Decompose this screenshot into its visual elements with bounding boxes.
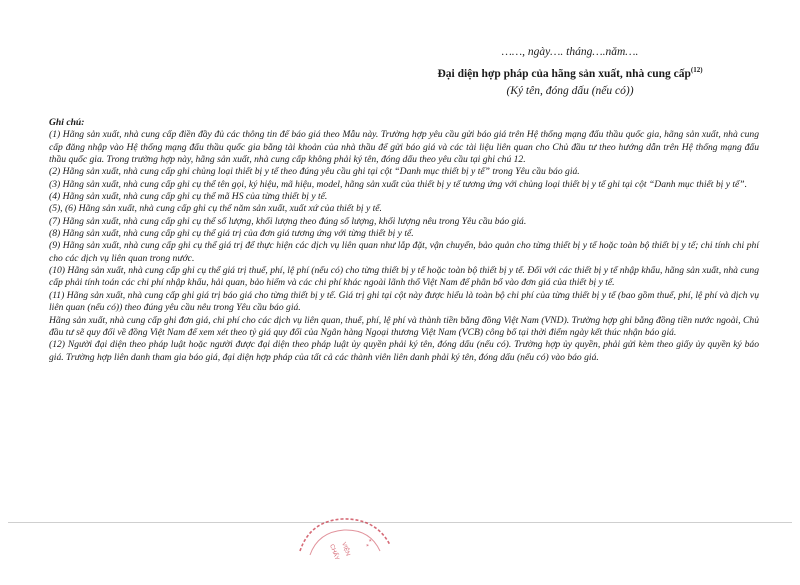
svg-text:VIỆN: VIỆN — [340, 541, 351, 557]
note-item: Hãng sản xuất, nhà cung cấp ghi đơn giá, chi phí cho các dịch vụ liên quan, thuế, phí, lệ phí và thành tiền bằng đồng Việt Nam (VND). Trường hợp ghi bằng đồng tiền nước ngoài, Chủ đầu tư sẽ quy đổi về đồng Việt Nam để xem xét theo tỷ giá quy đổi của Ngân hàng Ngoại thương Việt Nam (VCB) công bố tại thời điểm ngày kết thúc nhận báo giá. — [49, 314, 759, 338]
note-item: (3) Hãng sản xuất, nhà cung cấp ghi cụ thể tên gọi, ký hiệu, mã hiệu, model, hãng sản xuất của thiết bị y tế tương ứng với chủng loại thiết bị y tế ghi tại cột “Danh mục thiết bị y tế”. — [49, 178, 748, 190]
note-item: (4) Hãng sản xuất, nhà cung cấp ghi cụ thể mã HS của từng thiết bị y tế. — [49, 191, 328, 203]
note-item: (1) Hãng sản xuất, nhà cung cấp điền đầy đủ các thông tin để báo giá theo Mẫu này. Trường hợp yêu cầu gửi báo giá trên Hệ thống mạng đấu thầu quốc gia, hãng sản xuất, nhà cung cấp đăng nhập vào Hệ thống mạng đấu thầu quốc gia bằng tài khoản của nhà thầu để gửi báo giá và các tài liệu liên quan cho Chủ đầu tư theo hướng dẫn trên Hệ thống mạng đấu thầu quốc gia. Trong trường hợp này, hãng sản xuất, nhà cung cấp không phải ký tên, đóng dấu theo yêu cầu tại ghi chú 12. — [49, 129, 759, 166]
representative-title-text: Đại diện hợp pháp của hãng sản xuất, nhà cung cấp — [437, 67, 691, 80]
notes-section — [49, 117, 759, 364]
sign-note: (Ký tên, đóng dấu (nếu có)) — [506, 85, 634, 97]
note-item: (5), (6) Hãng sản xuất, nhà cung cấp ghi cụ thể năm sản xuất, xuất xứ của thiết bị y tế. — [49, 203, 382, 215]
note-item: (9) Hãng sản xuất, nhà cung cấp ghi cụ thể giá trị để thực hiện các dịch vụ liên quan như lắp đặt, vận chuyển, bảo quản cho từng thiết bị y tế hoặc toàn bộ thiết bị y tế; chi tính chi phí cho các dịch vụ liên quan trong nước. — [49, 240, 759, 264]
date-line: ……, ngày…. tháng….năm…. — [501, 46, 639, 58]
note-item: (2) Hãng sản xuất, nhà cung cấp ghi chủng loại thiết bị y tế theo đúng yêu cầu ghi tại cột “Danh mục thiết bị y tế” trong Yêu cầu báo giá. — [49, 166, 580, 178]
page-divider — [8, 522, 792, 523]
notes-heading: Ghi chú: — [49, 117, 85, 128]
note-item: (11) Hãng sản xuất, nhà cung cấp ghi giá trị báo giá cho từng thiết bị y tế. Giá trị ghi tại cột này được hiểu là toàn bộ chi phí của từng thiết bị y tế (bao gồm thuế, phí, lệ phí và dịch vụ liên quan (nếu có)) theo đúng yêu cầu nêu trong Yêu cầu báo giá. — [49, 289, 759, 314]
note-item: (7) Hãng sản xuất, nhà cung cấp ghi cụ thể số lượng, khối lượng theo đúng số lượng, khối lượng nêu trong Yêu cầu báo giá. — [49, 215, 527, 227]
representative-title — [420, 66, 720, 80]
svg-text:CHẤY: CHẤY — [328, 543, 340, 562]
representative-title-footnote: (12) — [690, 66, 703, 74]
svg-text:✦ ✦: ✦ ✦ — [364, 537, 375, 549]
note-item: (10) Hãng sản xuất, nhà cung cấp ghi cụ thể giá trị thuế, phí, lệ phí (nếu có) cho từng thiết bị y tế hoặc toàn bộ thiết bị y tế. Đối với các thiết bị y tế nhập khẩu, hãng sản xuất, nhà cung cấp phải tính toán các chi phí nhập khẩu, hải quan, bảo hiểm và các chi phí khác ngoài lãnh thổ Việt Nam để phân bổ vào đơn giá của thiết bị y tế. — [49, 265, 759, 289]
note-item: (8) Hãng sản xuất, nhà cung cấp ghi cụ thể giá trị của đơn giá tương ứng với từng thiết bị y tế. — [49, 228, 414, 240]
red-stamp-seal — [290, 515, 400, 585]
note-item: (12) Người đại diện theo pháp luật hoặc người được đại diện theo pháp luật ủy quyền phải ký tên, đóng dấu (nếu có). Trường hợp ủy quyền, phải gửi kèm theo giấy ủy quyền ký báo giá. Trường hợp liên danh tham gia báo giá, đại diện hợp pháp của tất cả các thành viên liên danh phải ký tên, đóng dấu (nếu có) vào báo giá. — [49, 339, 759, 363]
